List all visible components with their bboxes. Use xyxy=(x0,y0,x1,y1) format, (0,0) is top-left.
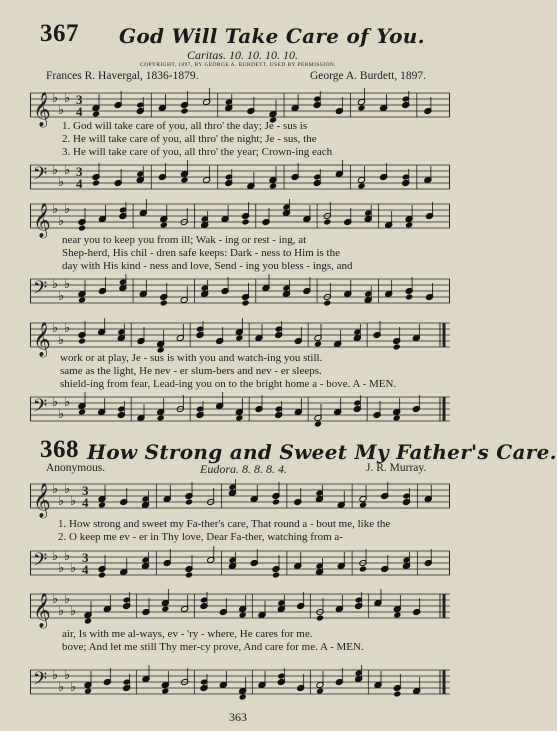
hymn-368-number: 368 xyxy=(40,436,79,463)
treble-staff xyxy=(30,317,450,357)
lyric-line: 2. He will take care of you, all thro' the night; Je - sus, the xyxy=(62,133,317,145)
flat-sign-icon: ♭ xyxy=(70,561,77,576)
bass-staff xyxy=(30,545,450,581)
flat-sign-icon: ♭ xyxy=(58,175,65,190)
hymn-367-tune: Caritas. 10. 10. 10. 10. xyxy=(187,48,299,62)
lyrics-block xyxy=(62,120,332,159)
lyric-line: near you to keep you from ill; Wak - ing or rest - ing, at xyxy=(62,234,307,246)
flat-sign-icon: ♭ xyxy=(58,407,65,422)
bass-clef-icon: 𝄢 xyxy=(33,550,48,575)
lyric-line: air, Is with me al-ways, ev - 'ry - where, He cares for me. xyxy=(62,628,313,640)
lyrics-block xyxy=(60,352,396,391)
flat-sign-icon: ♭ xyxy=(70,494,77,509)
flat-sign-icon: ♭ xyxy=(52,482,59,497)
bass-staff xyxy=(30,664,450,700)
flat-sign-icon: ♭ xyxy=(58,494,65,509)
treble-clef-icon: 𝄞 xyxy=(33,593,51,628)
lyric-line: same as the light, He nev - er slum-bers and nev - er sleeps. xyxy=(60,365,322,377)
flat-sign-icon: ♭ xyxy=(52,277,59,292)
hymn-367-author: Frances R. Havergal, 1836-1879. xyxy=(46,70,199,82)
hymn-368-author: Anonymous. xyxy=(46,462,106,474)
flat-sign-icon: ♭ xyxy=(64,277,71,292)
bass-clef-icon: 𝄢 xyxy=(33,669,48,694)
lyric-line: Shep-herd, His chil - dren safe keeps: Dark - ness to Him is the xyxy=(62,247,340,259)
flat-sign-icon: ♭ xyxy=(64,91,71,106)
time-signature: 3 xyxy=(82,483,89,498)
flat-sign-icon: ♭ xyxy=(52,321,59,336)
lyric-line: work or at play, Je - sus is with you and watch-ing you still. xyxy=(60,352,323,364)
flat-sign-icon: ♭ xyxy=(52,91,59,106)
flat-sign-icon: ♭ xyxy=(64,482,71,497)
lyrics-block xyxy=(62,234,353,273)
lyrics-block xyxy=(62,628,364,654)
treble-clef-icon: 𝄞 xyxy=(33,92,51,127)
flat-sign-icon: ♭ xyxy=(58,333,65,348)
flat-sign-icon: ♭ xyxy=(64,321,71,336)
hymn-368-title: How Strong and Sweet My Father's Care. xyxy=(87,440,557,464)
flat-sign-icon: ♭ xyxy=(58,103,65,118)
bass-staff xyxy=(30,391,450,427)
hymn-367-number: 367 xyxy=(40,20,79,47)
lyric-line: day with His kind - ness and love, Send - ing you bless - ings, and xyxy=(62,260,353,272)
bass-clef-icon: 𝄢 xyxy=(33,278,48,303)
flat-sign-icon: ♭ xyxy=(64,668,71,683)
treble-clef-icon: 𝄞 xyxy=(33,203,51,238)
flat-sign-icon: ♭ xyxy=(58,289,65,304)
time-signature: 3 xyxy=(82,550,89,565)
lyric-line: 3. He will take care of you, all thro' the year; Crown-ing each xyxy=(62,146,333,158)
flat-sign-icon: ♭ xyxy=(58,561,65,576)
lyric-line: 1. How strong and sweet my Fa-ther's care, That round a - bout me, like the xyxy=(58,518,391,530)
flat-sign-icon: ♭ xyxy=(52,163,59,178)
treble-clef-icon: 𝄞 xyxy=(33,322,51,357)
treble-clef-icon: 𝄞 xyxy=(33,483,51,518)
bass-staff xyxy=(30,273,450,309)
time-signature: 3 xyxy=(76,164,83,179)
flat-sign-icon: ♭ xyxy=(52,549,59,564)
flat-sign-icon: ♭ xyxy=(52,202,59,217)
time-signature: 4 xyxy=(82,562,89,577)
flat-sign-icon: ♭ xyxy=(64,592,71,607)
lyrics-block xyxy=(58,518,390,544)
flat-sign-icon: ♭ xyxy=(52,592,59,607)
flat-sign-icon: ♭ xyxy=(64,163,71,178)
time-signature: 4 xyxy=(82,495,89,510)
flat-sign-icon: ♭ xyxy=(58,604,65,619)
hymn-367-composer: George A. Burdett, 1897. xyxy=(310,70,427,82)
time-signature: 3 xyxy=(76,92,83,107)
time-signature: 4 xyxy=(76,104,83,119)
page-number: 363 xyxy=(229,710,247,724)
lyric-line: 1. God will take care of you, all thro' the day; Je - sus is xyxy=(62,120,308,132)
flat-sign-icon: ♭ xyxy=(52,668,59,683)
flat-sign-icon: ♭ xyxy=(64,549,71,564)
hymn-368-tune: Eudora. 8. 8. 8. 4. xyxy=(200,462,287,476)
treble-staff xyxy=(30,588,450,628)
treble-staff xyxy=(30,478,450,518)
lyric-line: bove; And let me still Thy mer-cy prove, And care for me. A - MEN. xyxy=(62,641,364,653)
flat-sign-icon: ♭ xyxy=(64,202,71,217)
bass-clef-icon: 𝄢 xyxy=(33,396,48,421)
flat-sign-icon: ♭ xyxy=(70,604,77,619)
flat-sign-icon: ♭ xyxy=(64,395,71,410)
treble-staff xyxy=(30,198,450,238)
lyric-line: 2. O keep me ev - er in Thy love, Dear Fa-ther, watching from a- xyxy=(58,531,343,543)
bass-staff xyxy=(30,159,450,195)
lyric-line: shield-ing from fear, Lead-ing you on to the bright home a - bove. A - MEN. xyxy=(60,378,397,390)
flat-sign-icon: ♭ xyxy=(70,680,77,695)
bass-clef-icon: 𝄢 xyxy=(33,164,48,189)
flat-sign-icon: ♭ xyxy=(58,680,65,695)
hymn-367-copyright: COPYRIGHT, 1897, BY GEORGE A. BURDETT. USED BY PERMISSION. xyxy=(140,62,337,68)
hymn-368-composer: J. R. Murray. xyxy=(366,462,427,474)
time-signature: 4 xyxy=(76,176,83,191)
flat-sign-icon: ♭ xyxy=(58,214,65,229)
flat-sign-icon: ♭ xyxy=(52,395,59,410)
hymn-367-title: God Will Take Care of You. xyxy=(119,24,425,48)
